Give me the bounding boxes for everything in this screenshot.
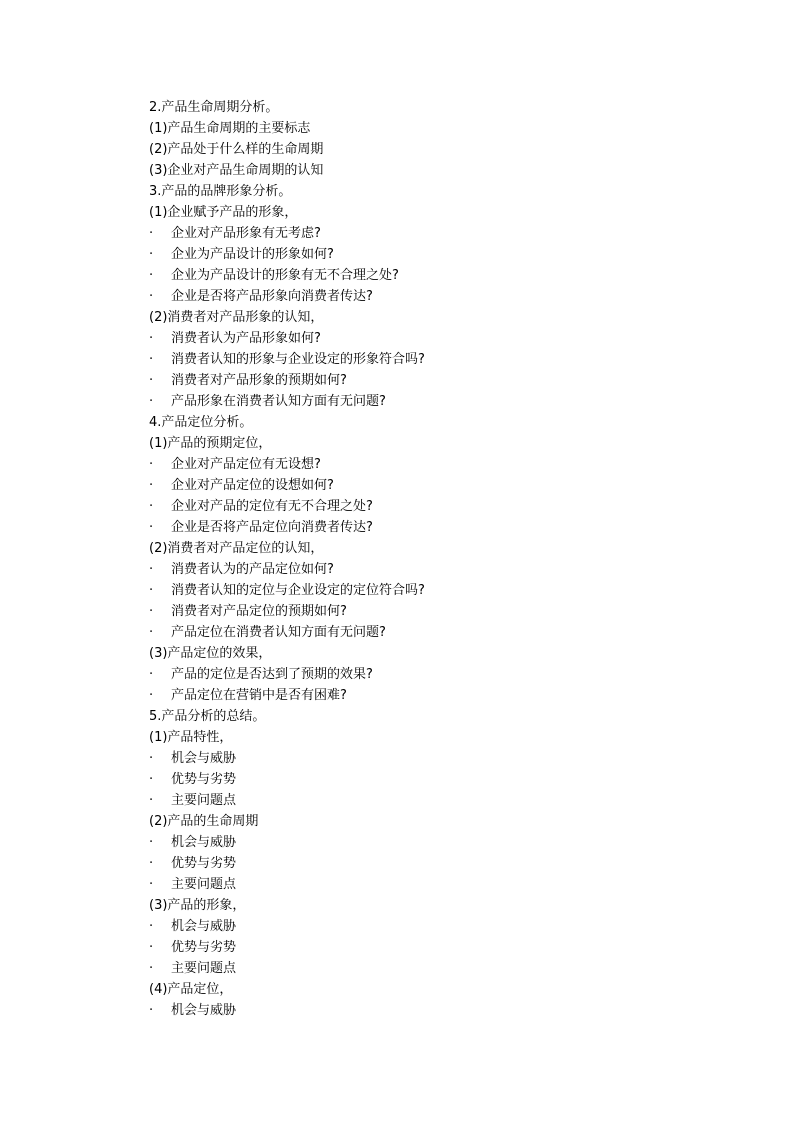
text-line	[149, 538, 749, 559]
bullet-icon: ·	[149, 919, 154, 934]
bullet-item	[149, 958, 749, 979]
line-text: (2)产品处于什么样的生命周期	[149, 142, 324, 157]
line-text: 4.产品定位分析。	[149, 415, 253, 430]
text-line	[149, 979, 749, 1000]
line-text: 企业为产品设计的形象有无不合理之处?	[171, 268, 399, 283]
line-text: 企业是否将产品定位向消费者传达?	[171, 520, 373, 535]
bullet-icon: ·	[149, 268, 154, 283]
bullet-item	[149, 1000, 749, 1021]
text-line	[149, 412, 749, 433]
line-text: 主要问题点	[171, 877, 237, 892]
text-line	[149, 160, 749, 181]
bullet-icon: ·	[149, 835, 154, 850]
bullet-icon: ·	[149, 793, 154, 808]
bullet-item	[149, 748, 749, 769]
bullet-item	[149, 349, 749, 370]
line-text: (4)产品定位，	[149, 982, 233, 997]
bullet-item	[149, 496, 749, 517]
line-text: 消费者认知的形象与企业设定的形象符合吗?	[171, 352, 425, 367]
line-text: 5.产品分析的总结。	[149, 709, 266, 724]
line-text: 企业对产品形象有无考虑?	[171, 226, 321, 241]
bullet-item	[149, 517, 749, 538]
line-text: 企业对产品定位有无设想?	[171, 457, 321, 472]
line-text: 产品的定位是否达到了预期的效果?	[171, 667, 373, 682]
bullet-icon: ·	[149, 331, 154, 346]
line-text: (2)消费者对产品定位的认知，	[149, 541, 324, 556]
bullet-item	[149, 391, 749, 412]
line-text: 机会与威胁	[171, 1003, 237, 1018]
bullet-item	[149, 328, 749, 349]
line-text: 产品形象在消费者认知方面有无问题?	[171, 394, 386, 409]
bullet-icon: ·	[149, 751, 154, 766]
line-text: 消费者对产品形象的预期如何?	[171, 373, 347, 388]
bullet-item	[149, 916, 749, 937]
text-line	[149, 307, 749, 328]
line-text: 机会与威胁	[171, 751, 237, 766]
bullet-icon: ·	[149, 877, 154, 892]
text-line	[149, 811, 749, 832]
line-text: 3.产品的品牌形象分析。	[149, 184, 292, 199]
bullet-icon: ·	[149, 520, 154, 535]
line-text: 消费者认为产品形象如何?	[171, 331, 321, 346]
line-text: (3)产品的形象，	[149, 898, 246, 913]
bullet-icon: ·	[149, 373, 154, 388]
line-text: 优势与劣势	[171, 772, 237, 787]
bullet-icon: ·	[149, 1003, 154, 1018]
line-text: 消费者认知的定位与企业设定的定位符合吗?	[171, 583, 425, 598]
bullet-item	[149, 601, 749, 622]
text-line	[149, 139, 749, 160]
line-text: 消费者对产品定位的预期如何?	[171, 604, 347, 619]
bullet-item	[149, 874, 749, 895]
bullet-icon: ·	[149, 352, 154, 367]
line-text: (1)产品生命周期的主要标志	[149, 121, 311, 136]
bullet-icon: ·	[149, 226, 154, 241]
text-line	[149, 202, 749, 223]
line-text: 企业为产品设计的形象如何?	[171, 247, 334, 262]
document-body	[149, 97, 749, 1021]
bullet-icon: ·	[149, 247, 154, 262]
line-text: (2)消费者对产品形象的认知，	[149, 310, 324, 325]
bullet-icon: ·	[149, 856, 154, 871]
bullet-icon: ·	[149, 394, 154, 409]
line-text: (2)产品的生命周期	[149, 814, 259, 829]
line-text: 产品定位在消费者认知方面有无问题?	[171, 625, 386, 640]
line-text: (3)企业对产品生命周期的认知	[149, 163, 324, 178]
line-text: 优势与劣势	[171, 940, 237, 955]
bullet-icon: ·	[149, 289, 154, 304]
line-text: 企业对产品的定位有无不合理之处?	[171, 499, 373, 514]
bullet-item	[149, 475, 749, 496]
bullet-item	[149, 769, 749, 790]
bullet-item	[149, 559, 749, 580]
bullet-icon: ·	[149, 604, 154, 619]
line-text: 主要问题点	[171, 793, 237, 808]
bullet-item	[149, 790, 749, 811]
bullet-icon: ·	[149, 688, 154, 703]
text-line	[149, 433, 749, 454]
line-text: (1)企业赋予产品的形象，	[149, 205, 298, 220]
line-text: (3)产品定位的效果，	[149, 646, 272, 661]
bullet-item	[149, 223, 749, 244]
text-line	[149, 727, 749, 748]
bullet-item	[149, 685, 749, 706]
bullet-icon: ·	[149, 940, 154, 955]
line-text: 消费者认为的产品定位如何?	[171, 562, 334, 577]
bullet-item	[149, 853, 749, 874]
line-text: 机会与威胁	[171, 919, 237, 934]
bullet-item	[149, 370, 749, 391]
bullet-icon: ·	[149, 961, 154, 976]
bullet-icon: ·	[149, 772, 154, 787]
line-text: 主要问题点	[171, 961, 237, 976]
bullet-item	[149, 832, 749, 853]
text-line	[149, 118, 749, 139]
bullet-icon: ·	[149, 457, 154, 472]
bullet-item	[149, 454, 749, 475]
line-text: 产品定位在营销中是否有困难?	[171, 688, 347, 703]
text-line	[149, 895, 749, 916]
line-text: 机会与威胁	[171, 835, 237, 850]
line-text: (1)产品特性，	[149, 730, 233, 745]
line-text: (1)产品的预期定位，	[149, 436, 272, 451]
bullet-icon: ·	[149, 499, 154, 514]
bullet-item	[149, 937, 749, 958]
bullet-item	[149, 265, 749, 286]
text-line	[149, 706, 749, 727]
bullet-icon: ·	[149, 583, 154, 598]
bullet-item	[149, 244, 749, 265]
text-line	[149, 181, 749, 202]
bullet-icon: ·	[149, 667, 154, 682]
bullet-item	[149, 580, 749, 601]
text-line	[149, 97, 749, 118]
bullet-icon: ·	[149, 478, 154, 493]
bullet-item	[149, 286, 749, 307]
bullet-icon: ·	[149, 625, 154, 640]
bullet-icon: ·	[149, 562, 154, 577]
text-line	[149, 643, 749, 664]
line-text: 企业对产品定位的设想如何?	[171, 478, 334, 493]
bullet-item	[149, 622, 749, 643]
line-text: 企业是否将产品形象向消费者传达?	[171, 289, 373, 304]
line-text: 优势与劣势	[171, 856, 237, 871]
line-text: 2.产品生命周期分析。	[149, 100, 279, 115]
bullet-item	[149, 664, 749, 685]
